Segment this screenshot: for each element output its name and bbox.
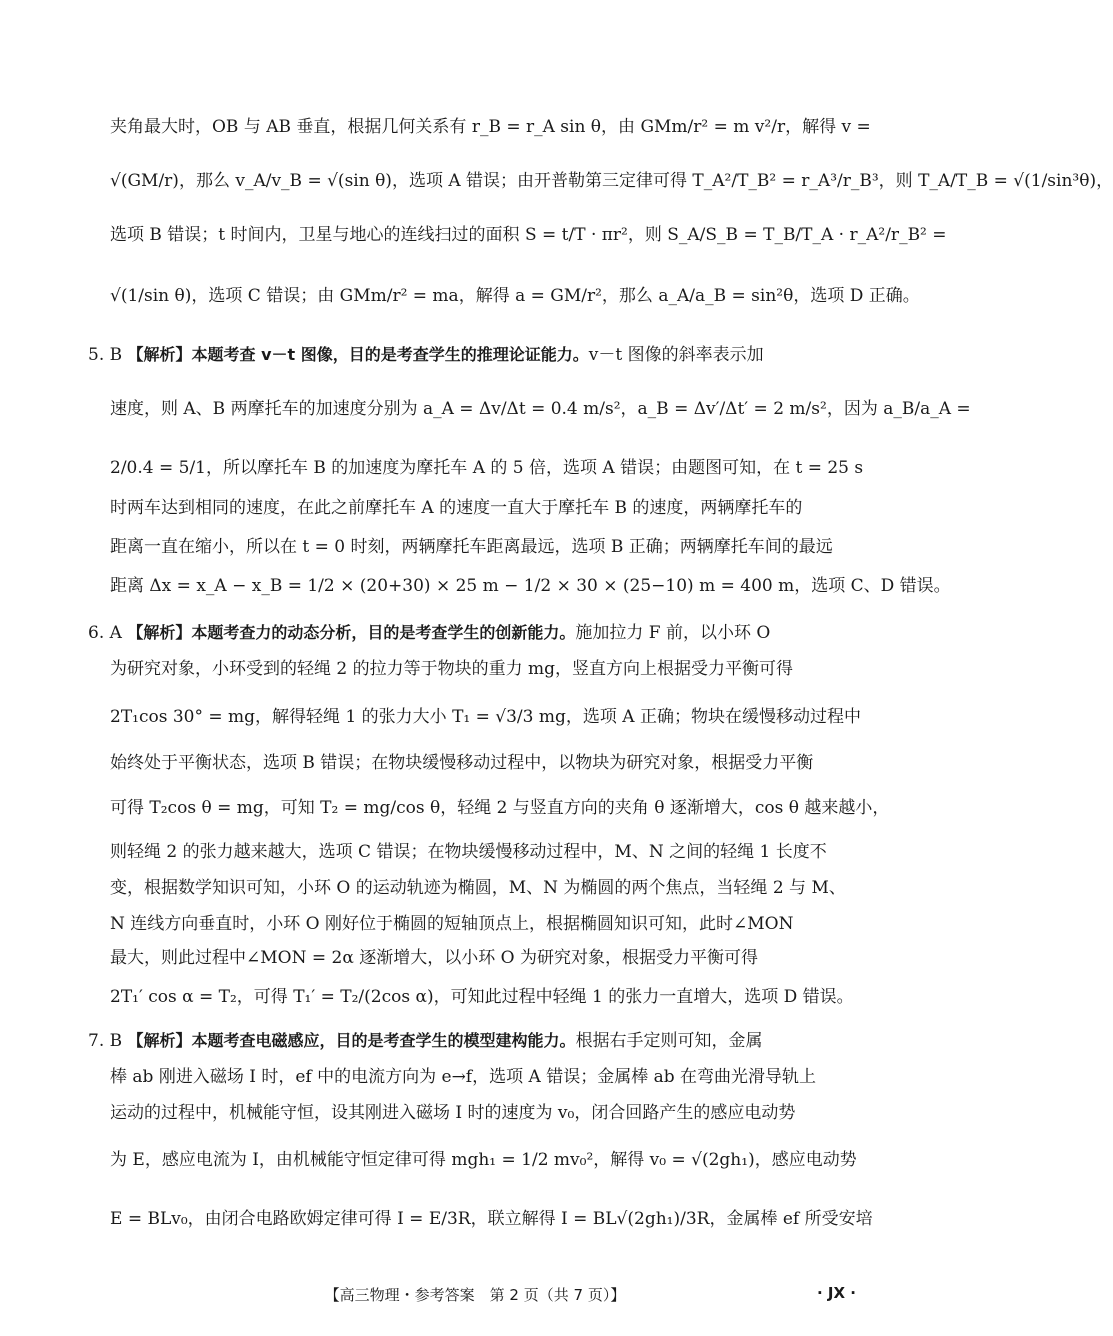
footer-region-code: · JX · (817, 1284, 856, 1302)
text-line: 2/0.4 = 5/1，所以摩托车 B 的加速度为摩托车 A 的 5 倍，选项 A 错误；由题图可知，在 t = 25 s (110, 458, 864, 478)
text-line: 距离 Δx = x_A − x_B = 1/2 × (20+30) × 25 m − 1/2 × 30 × (25−10) m = 400 m，选项 C、D 错误。 (110, 576, 951, 596)
text-line: 时两车达到相同的速度，在此之前摩托车 A 的速度一直大于摩托车 B 的速度，两辆摩托车的 (110, 498, 803, 518)
analysis-tag: 【解析】 (127, 1031, 192, 1050)
text-line: 为 E，感应电流为 I，由机械能守恒定律可得 mgh₁ = 1/2 mv₀²，解得 v₀ = √(2gh₁)，感应电动势 (110, 1150, 857, 1170)
question-lead: 本题考查 v－t 图像，目的是考查学生的推理论证能力。 (191, 345, 589, 364)
text-line: 始终处于平衡状态，选项 B 错误；在物块缓慢移动过程中，以物块为研究对象，根据受力平衡 (110, 753, 814, 773)
question-lead: 本题考查电磁感应，目的是考查学生的模型建构能力。 (191, 1031, 576, 1050)
text-line: √(GM/r)，那么 v_A/v_B = √(sin θ)，选项 A 错误；由开普勒第三定律可得 T_A²/T_B² = r_A³/r_B³，则 T_A/T_B = √(1/sin³θ)， (110, 171, 1113, 191)
text-line: 最大，则此过程中∠MON = 2α 逐渐增大，以小环 O 为研究对象，根据受力平衡可得 (110, 948, 758, 968)
text-line: 选项 B 错误；t 时间内，卫星与地心的连线扫过的面积 S = t/T · πr²，则 S_A/S_B = T_B/T_A · r_A²/r_B² = (110, 225, 947, 245)
text-line: 可得 T₂cos θ = mg，可知 T₂ = mg/cos θ，轻绳 2 与竖直方向的夹角 θ 逐渐增大，cos θ 越来越小， (110, 798, 890, 818)
question-5-header (88, 344, 858, 366)
text-line: 则轻绳 2 的张力越来越大，选项 C 错误；在物块缓慢移动过程中，M、N 之间的轻绳 1 长度不 (110, 842, 827, 862)
text-line: E = BLv₀，由闭合电路欧姆定律可得 I = E/3R，联立解得 I = BL√(2gh₁)/3R，金属棒 ef 所受安培 (110, 1209, 873, 1229)
text-line: 运动的过程中，机械能守恒，设其刚进入磁场 Ⅰ 时的速度为 v₀，闭合回路产生的感应电动势 (110, 1103, 796, 1123)
text-line: 2T₁cos 30° = mg，解得轻绳 1 的张力大小 T₁ = √3/3 mg，选项 A 正确；物块在缓慢移动过程中 (110, 707, 861, 727)
text-line: 为研究对象，小环受到的轻绳 2 的拉力等于物块的重力 mg，竖直方向上根据受力平衡可得 (110, 659, 794, 679)
question-lead: 本题考查力的动态分析，目的是考查学生的创新能力。 (191, 623, 576, 642)
text-line: v－t 图像的斜率表示加 (588, 345, 764, 365)
text-line: 根据右手定则可知，金属 (575, 1031, 763, 1051)
text-line: 距离一直在缩小，所以在 t = 0 时刻，两辆摩托车距离最远，选项 B 正确；两辆摩托车间的最远 (110, 537, 833, 557)
question-number: 6. A (88, 623, 122, 643)
question-number: 7. B (88, 1031, 123, 1051)
question-6-header (88, 622, 858, 644)
question-7-header (88, 1030, 858, 1052)
text-line: 2T₁′ cos α = T₂，可得 T₁′ = T₂/(2cos α)，可知此过程中轻绳 1 的张力一直增大，选项 D 错误。 (110, 987, 854, 1007)
text-line: 速度，则 A、B 两摩托车的加速度分别为 a_A = Δv/Δt = 0.4 m/s²，a_B = Δv′/Δt′ = 2 m/s²，因为 a_B/a_A = (110, 399, 971, 419)
question-number: 5. B (88, 345, 123, 365)
text-line: 夹角最大时，OB 与 AB 垂直，根据几何关系有 r_B = r_A sin θ，由 GMm/r² = m v²/r，解得 v = (110, 117, 871, 137)
text-line: 棒 ab 刚进入磁场 Ⅰ 时，ef 中的电流方向为 e→f，选项 A 错误；金属棒 ab 在弯曲光滑导轨上 (110, 1067, 817, 1087)
analysis-tag: 【解析】 (127, 345, 192, 364)
footer-page-info: 【高三物理・参考答案 第 2 页（共 7 页）】 (324, 1286, 626, 1304)
text-line: N 连线方向垂直时，小环 O 刚好位于椭圆的短轴顶点上，根据椭圆知识可知，此时∠MON (110, 914, 794, 934)
analysis-tag: 【解析】 (127, 623, 192, 642)
text-line: 施加拉力 F 前，以小环 O (575, 623, 771, 643)
text-line: 变，根据数学知识可知，小环 O 的运动轨迹为椭圆，M、N 为椭圆的两个焦点，当轻绳 2 与 M、 (110, 878, 846, 898)
text-line: √(1/sin θ)，选项 C 错误；由 GMm/r² = ma，解得 a = GM/r²，那么 a_A/a_B = sin²θ，选项 D 正确。 (110, 286, 920, 306)
